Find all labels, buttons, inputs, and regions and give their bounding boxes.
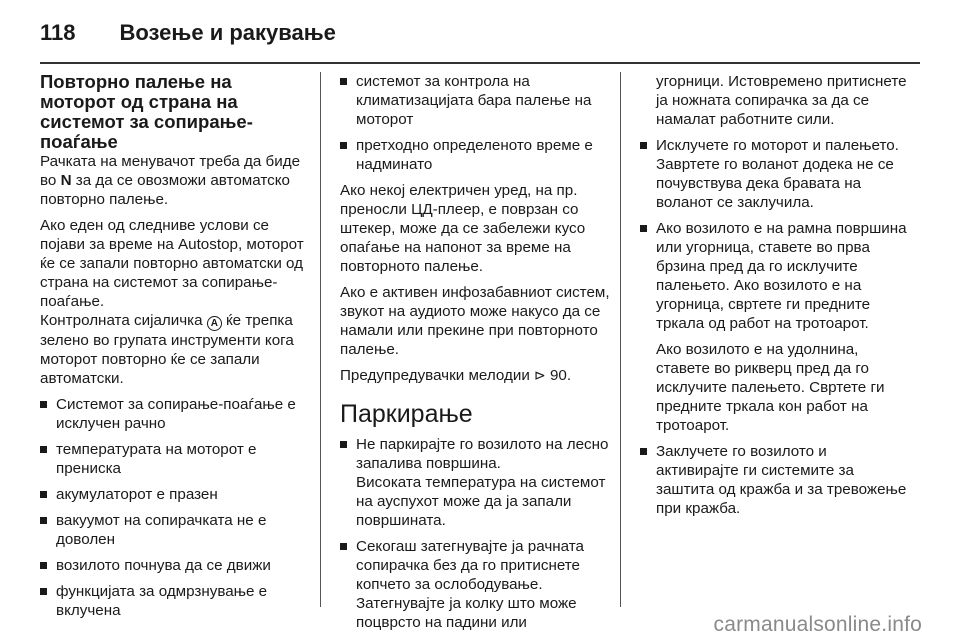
page-number: 118 xyxy=(40,20,76,45)
chimes-reference: Предупредувачки мелодии ⊳ 90. xyxy=(340,367,572,384)
list-item: температурата на моторот е прениска xyxy=(40,440,312,478)
list-item: претходно определеното време е надминато xyxy=(340,136,612,174)
list-item: Не паркирајте го возилото на лесно запалива површина. Високата температура на системот на ауспухот може да ја запали површината. xyxy=(340,435,612,530)
watermark: carmanualsonline.info xyxy=(713,613,922,636)
page-header xyxy=(40,16,336,50)
voltage-paragraph: Ако некој електричен уред, на пр. преносли ЦД-плеер, е поврзан со штекер, може да се забележи кусо опаѓање на напонот за време на повторното палење. xyxy=(340,182,586,275)
column-divider-1 xyxy=(320,72,321,607)
list-item: Ако возилото е на рамна површина или угорница, ставете во прва брзина пред да го исклучите палењето. Ако возилото е на угорница, свртете ги предните тркала од работ на тротоарот. Ако возилото е на удолнина, ставете во рикверц пред да го исклучите палењето. Свртете ги предните тркала кон работ на тротоарот. xyxy=(640,219,910,435)
chapter-title: Возење и ракување xyxy=(119,20,336,45)
conditions-paragraph: Ако еден од следниве услови се појави за време на Autostop, моторот ќе се запали повторно автоматски од страна на системот за сопирање-поаѓање. xyxy=(40,217,304,310)
list-item: Заклучете го возилото и активирајте ги системите за заштита од кражба и за тревожење при кражба. xyxy=(640,442,910,518)
restart-heading: Повторно палење на моторот од страна на системот за сопирање-поаѓање xyxy=(40,71,253,152)
list-item: Системот за сопирање-поаѓање е исклучен рачно xyxy=(40,395,312,433)
parking-list-cont xyxy=(640,136,910,518)
list-item: функцијата за одмрзнување е вклучена xyxy=(40,582,312,620)
list-item: акумулаторот е празен xyxy=(40,485,312,504)
neutral-paragraph: Рачката на менувачот треба да биде во N за да се овозможи автоматско повторно палење. xyxy=(40,153,301,208)
header-rule xyxy=(40,62,920,64)
autostop-icon: A xyxy=(207,316,222,331)
audio-paragraph: Ако е активен инфозабавниот систем, звукот на аудиото може накусо да се намали или прекине при повторното палење. xyxy=(340,284,610,358)
page-reference-arrow-icon: ⊳ xyxy=(534,367,546,383)
column-1 xyxy=(40,72,312,627)
column-2 xyxy=(340,72,612,639)
column-3 xyxy=(640,72,910,525)
list-item: системот за контрола на климатизацијата бара палење на моторот xyxy=(340,72,612,129)
column-divider-2 xyxy=(620,72,621,607)
conditions-list-cont xyxy=(340,72,612,174)
list-item: Секогаш затегнувајте ја рачната сопирачка без да го притиснете копчето за ослободување. Затегнувајте ја колку што може поцврсто на падини или xyxy=(340,537,612,632)
indicator-paragraph: Контролната сијаличка A ќе трепка зелено во групата инструменти кога моторот повторно ќе се запали автоматски. xyxy=(40,312,294,387)
conditions-list xyxy=(40,395,312,620)
parking-section-title: Паркирање xyxy=(340,400,473,428)
parking-list xyxy=(340,435,612,632)
list-item: вакуумот на сопирачката не е доволен xyxy=(40,511,312,549)
list-item: возилото почнува да се движи xyxy=(40,556,312,575)
list-item: Исклучете го моторот и палењето. Завртете го воланот додека не се почувствува дека бравата на воланот се заклучила. xyxy=(640,136,910,212)
continued-paragraph: угорници. Истовремено притиснете ја ножната сопирачка за да се намалат работните сили. xyxy=(656,73,907,128)
